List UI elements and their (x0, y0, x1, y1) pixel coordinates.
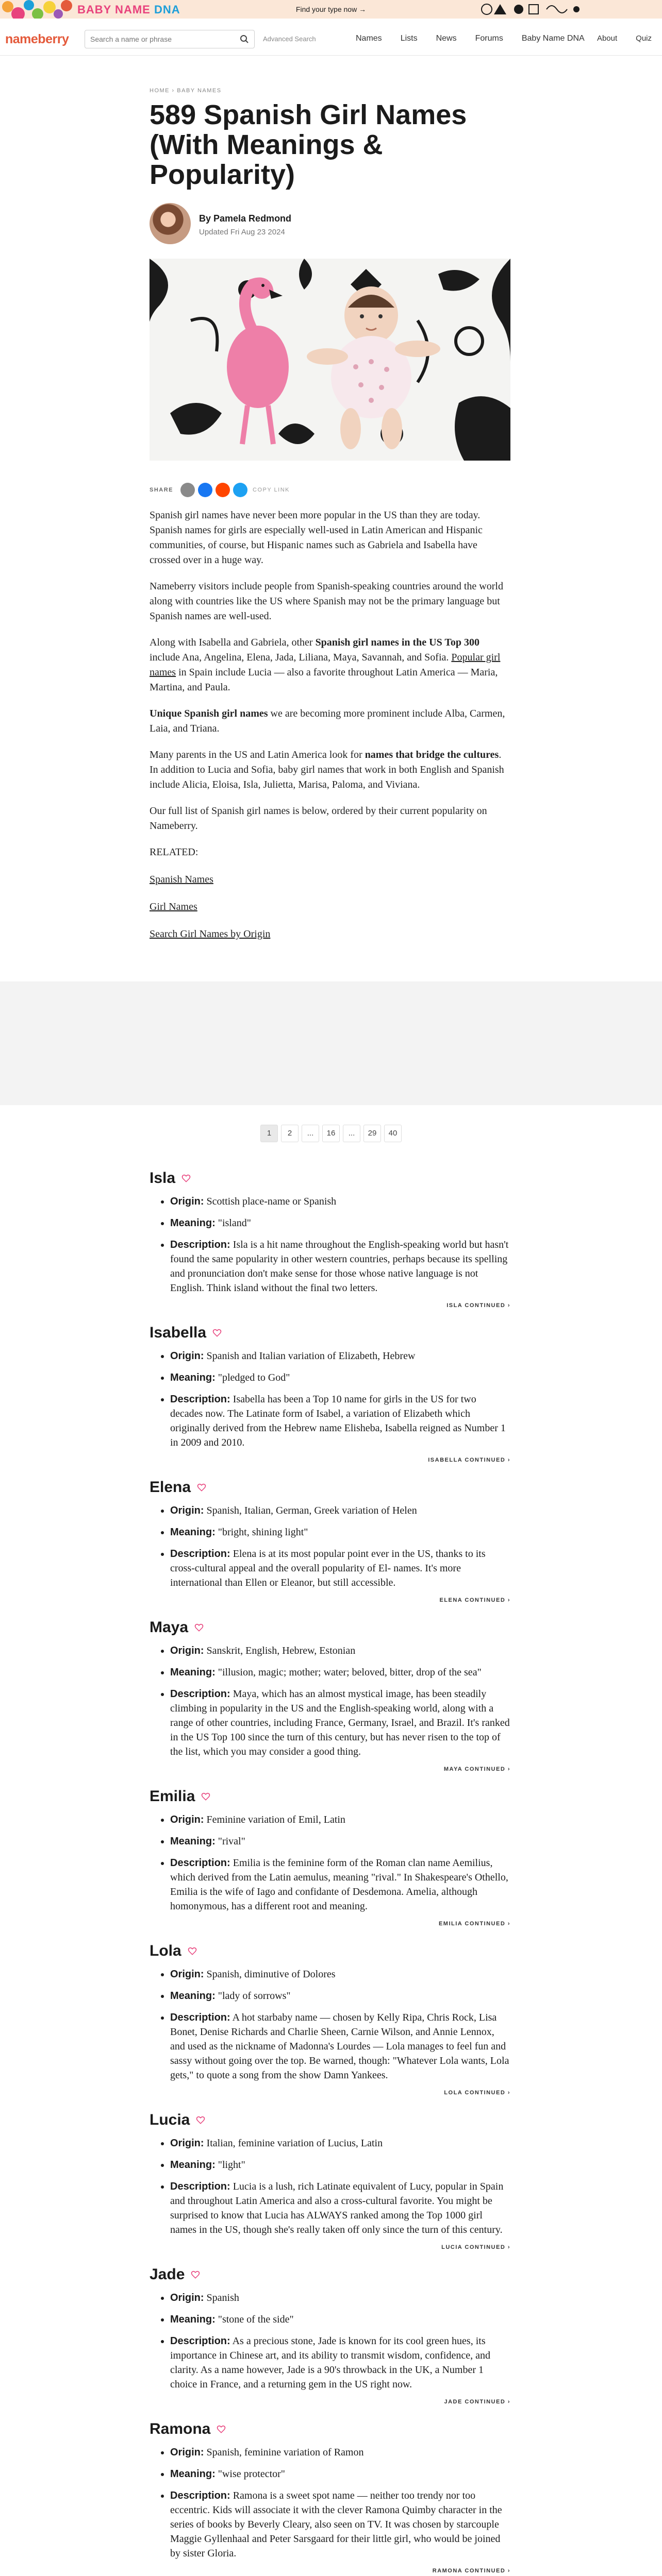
site-header (0, 23, 662, 56)
twitter-share-icon[interactable] (233, 483, 247, 497)
nav-item-quiz[interactable]: Quiz (636, 34, 652, 43)
name-title-link[interactable]: Lucia (150, 2111, 190, 2128)
related-link-search-by-origin[interactable]: Search Girl Names by Origin (150, 928, 271, 940)
origin-item: • Origin: Spanish (170, 2291, 510, 2305)
description-value: Isabella has been a Top 10 name for girls in the US for two decades now. The Latinate form of Isabel, a variation of Elizabeth which originally derived from the Hebrew name Elisheba, Isabella reigned as Number 1 in 2009 and 2010. (170, 1394, 506, 1448)
name-header (150, 1788, 510, 1805)
page-40[interactable]: 40 (384, 1125, 402, 1142)
updated-date: Updated Fri Aug 23 2024 (199, 228, 285, 236)
reddit-share-icon[interactable] (216, 483, 230, 497)
search-box (85, 30, 255, 48)
copy-link-button[interactable]: COPY LINK (253, 487, 290, 493)
name-details (170, 2445, 510, 2561)
search-input[interactable] (90, 33, 229, 45)
meaning-value: "pledged to God" (218, 1372, 290, 1383)
name-header (150, 1479, 510, 1496)
name-title-link[interactable]: Maya (150, 1619, 189, 1636)
description-value: As a precious stone, Jade is known for its cool green hues, its importance in Chinese art, and its ability to transmit wisdom, confidence, and clarity. As a name however, Jade is a 90's throwback in the UK, a Number 1 choice in France, and a returning gem in the US right now. (170, 2335, 490, 2390)
search-icon[interactable] (240, 35, 249, 44)
name-entry (150, 1788, 510, 1927)
meaning-item: • Meaning: "light" (170, 2158, 510, 2172)
page-16[interactable]: 16 (322, 1125, 340, 1142)
description-value: Lucia is a lush, rich Latinate equivalent of Lucy, popular in Spain and throughout Latin America and also a cross-cultural favorite. You might be surprised to know that Lucia has ALWAYS ranked among the Top 1000 girl names in the US, though she's really taken off only since the turn of this century. (170, 2181, 504, 2235)
names-list (150, 1170, 510, 2576)
meaning-item: • Meaning: "rival" (170, 1834, 510, 1849)
name-entry (150, 1942, 510, 2096)
origin-item: • Origin: Spanish and Italian variation of Elizabeth, Hebrew (170, 1349, 510, 1363)
name-entry (150, 2266, 510, 2405)
description-value: Emilia is the feminine form of the Roman clan name Aemilius, which derived from the Latin aemulus, meaning "rival." In Shakespeare's Othello, Emilia is the wife of Iago and confidante of Desdemona. Amelia, although homonymous, has a different root and meaning. (170, 1857, 508, 1912)
promo-cta-link[interactable]: Find your type now → (295, 5, 367, 13)
page-title: 589 Spanish Girl Names (With Meanings & Popularity) (150, 99, 467, 190)
popular-girl-names-link[interactable]: Popular girl names (150, 652, 501, 678)
related-link-spanish-names[interactable]: Spanish Names (150, 874, 213, 885)
description-value: Maya, which has an almost mystical image, has been steadily climbing in popularity in the US and the English-speaking world, along with a range of other countries, including France, Germany, Israel, and Brazil. It's ranked in the US Top 100 since the turn of this century, but has never risen to the top of the list, which you may consider a good thing. (170, 1688, 510, 1757)
related-links (150, 845, 510, 942)
name-title-link[interactable]: Lola (150, 1942, 181, 1959)
related-label: RELATED: (150, 846, 198, 858)
advanced-search-link[interactable]: Advanced Search (263, 35, 316, 43)
name-details (170, 1812, 510, 1913)
origin-item: • Origin: Feminine variation of Emil, Latin (170, 1812, 510, 1827)
bridge-cultures-paragraph: Many parents in the US and Latin America look for names that bridge the cultures. In addition to Lucia and Sofia, baby girl names that work in both English and Spanish include Alicia, Eloisa, Isla, Julietta, Marisa, Paloma, and Viviana. (150, 749, 504, 790)
meaning-item: • Meaning: "pledged to God" (170, 1370, 510, 1385)
meaning-value: "wise protector" (218, 2468, 285, 2480)
meaning-value: "stone of the side" (218, 2314, 294, 2325)
heart-icon[interactable] (191, 2270, 200, 2279)
origin-value: Spanish (206, 2292, 239, 2303)
heart-icon[interactable] (212, 1328, 222, 1337)
author-name[interactable]: By Pamela Redmond (199, 213, 292, 224)
share-label: SHARE (150, 487, 174, 493)
meaning-item: • Meaning: "bright, shining light" (170, 1525, 510, 1539)
meaning-value: "bright, shining light" (218, 1527, 308, 1538)
meaning-item: • Meaning: "island" (170, 1216, 510, 1230)
description-item: • Description: Lucia is a lush, rich Latinate equivalent of Lucy, popular in Spain and throughout Latin America and also a cross-cultural favorite. You might be surprised to know that Lucia has ALWAYS ranked among the Top 1000 girl names in the US, though she's really taken off only since the turn of this century. (170, 2179, 510, 2237)
page-29[interactable]: 29 (363, 1125, 381, 1142)
name-entry (150, 1170, 510, 1309)
continued-link[interactable]: ISABELLA CONTINUED › (428, 1457, 510, 1463)
name-title-link[interactable]: Emilia (150, 1788, 195, 1805)
email-share-icon[interactable] (180, 483, 195, 497)
continued-link[interactable]: LUCIA CONTINUED › (441, 2244, 510, 2250)
meaning-value: "lady of sorrows" (218, 1990, 291, 2002)
name-title-link[interactable]: Isla (150, 1170, 176, 1187)
header-secondary-links (597, 34, 652, 43)
name-details (170, 1194, 510, 1295)
heart-icon[interactable] (197, 1483, 206, 1492)
name-entry (150, 2420, 510, 2574)
description-item: • Description: A hot starbaby name — chosen by Kelly Ripa, Chris Rock, Lisa Bonet, Denise Richards and Charlie Sheen, Carnie Wilson, and Annie Lennox, and used as the nickname of Madonna's Lourdes — Lola manages to feel fun and sassy without going over the top. Be warned, though: "Whatever Lola wants, Lola gets," to quote a song from the show Damn Yankees. (170, 2010, 510, 2082)
name-title-link[interactable]: Jade (150, 2266, 185, 2283)
name-details (170, 1967, 510, 2082)
article-body (150, 508, 510, 942)
page-1[interactable]: 1 (260, 1125, 278, 1142)
share-bar (150, 481, 510, 499)
origin-value: Scottish place-name or Spanish (206, 1196, 337, 1207)
name-title-link[interactable]: Ramona (150, 2420, 211, 2437)
byline (150, 203, 510, 244)
top-names-paragraph: Along with Isabella and Gabriela, other Spanish girl names in the US Top 300 include Ana, Angelina, Elena, Jada, Liliana, Maya, Savannah, and Sofia. Popular girl names in Spain include Lucia — also a favorite throughout Latin America — Maria, Martina, and Paula. (150, 637, 501, 693)
origin-value: Italian, feminine variation of Lucius, Latin (206, 2138, 383, 2149)
description-value: A hot starbaby name — chosen by Kelly Ripa, Chris Rock, Lisa Bonet, Denise Richards and Charlie Sheen, Carnie Wilson, and Annie Lennox, and used as the nickname of Madonna's Lourdes — Lola manages to feel fun and sassy without going over the top. Be warned, though: "Whatever Lola wants, Lola gets," to quote a song from the show Damn Yankees. (170, 2012, 509, 2081)
name-entry (150, 1324, 510, 1463)
page-ellipsis: ... (302, 1125, 319, 1142)
description-item: • Description: Emilia is the feminine form of the Roman clan name Aemilius, which derived from the Latin aemulus, meaning "rival." In Shakespeare's Othello, Emilia is the wife of Iago and confidante of Desdemona. Amelia, although homonymous, has a different root and meaning. (170, 1856, 510, 1913)
heart-icon[interactable] (194, 1623, 204, 1632)
origin-item: • Origin: Italian, feminine variation of Lucius, Latin (170, 2136, 510, 2150)
origin-item: • Origin: Scottish place-name or Spanish (170, 1194, 510, 1209)
description-item: • Description: Isla is a hit name throughout the English-speaking world but hasn't found the same popularity in other western countries, perhaps because its spelling and pronunciation don't make sense for those whose native language is not English. Think island without the final two letters. (170, 1238, 510, 1295)
related-link-girl-names[interactable]: Girl Names (150, 901, 197, 912)
name-header (150, 2266, 510, 2283)
origin-value: Spanish and Italian variation of Elizabeth, Hebrew (206, 1350, 416, 1362)
origin-value: Spanish, feminine variation of Ramon (206, 2447, 364, 2458)
nav-item-forums[interactable]: Forums (475, 34, 503, 43)
description-item: • Description: Maya, which has an almost mystical image, has been steadily climbing in popularity in the US and the English-speaking world, along with a range of other countries, including France, Germany, Israel, and Brazil. It's ranked in the US Top 100 since the turn of this century, but has never risen to the top of the list, which you may consider a good thing. (170, 1687, 510, 1759)
origin-item: • Origin: Spanish, Italian, German, Greek variation of Helen (170, 1503, 510, 1518)
meaning-value: "illusion, magic; mother; water; beloved, bitter, drop of the sea" (218, 1667, 482, 1678)
name-header (150, 2420, 510, 2438)
name-header (150, 2111, 510, 2129)
name-header (150, 1619, 510, 1636)
intro-paragraph: Spanish girl names have never been more popular in the US than they are today. Spanish names for girls are especially well-used in Latin American and Hispanic communities, of course, but Hispanic names such as Gabriela and Isabella have crossed over in a huge way. (150, 510, 483, 566)
promo-pattern-decoration (479, 2, 583, 16)
meaning-item: • Meaning: "illusion, magic; mother; water; beloved, bitter, drop of the sea" (170, 1665, 510, 1680)
page-2[interactable]: 2 (281, 1125, 299, 1142)
continued-link[interactable]: LOLA CONTINUED › (444, 2090, 510, 2096)
meaning-value: "light" (218, 2159, 245, 2171)
heart-icon[interactable] (181, 1174, 191, 1183)
site-logo[interactable]: nameberry (5, 32, 69, 46)
description-item: • Description: Isabella has been a Top 10 name for girls in the US for two decades now. The Latinate form of Isabel, a variation of Elizabeth which originally derived from the Hebrew name Elisheba, Isabella reigned as Number 1 in 2009 and 2010. (170, 1392, 510, 1450)
name-entry (150, 2111, 510, 2250)
name-entry (150, 1619, 510, 1772)
meaning-value: "rival" (218, 1836, 245, 1847)
continued-link[interactable]: RAMONA CONTINUED › (432, 2568, 510, 2574)
visitors-paragraph: Nameberry visitors include people from Spanish-speaking countries around the world along with countries like the US where Spanish may not be the primary language but Spanish names are well-used. (150, 581, 503, 622)
description-item: • Description: As a precious stone, Jade is known for its cool green hues, its importance in Chinese art, and its ability to transmit wisdom, confidence, and clarity. As a name however, Jade is a 90's throwback in the UK, a Number 1 choice in France, and a returning gem in the US right now. (170, 2334, 510, 2392)
author-avatar[interactable] (150, 203, 191, 244)
page-ellipsis: ... (343, 1125, 360, 1142)
origin-item: • Origin: Sanskrit, English, Hebrew, Estonian (170, 1643, 510, 1658)
name-details (170, 1643, 510, 1759)
pagination (0, 1125, 662, 1142)
full-list-paragraph: Our full list of Spanish girl names is below, ordered by their current popularity on Nameberry. (150, 805, 487, 832)
name-title-link[interactable]: Elena (150, 1479, 191, 1496)
promo-logo: BABY NAME DNA (77, 3, 180, 16)
heart-icon[interactable] (201, 1792, 210, 1801)
description-value: Isla is a hit name throughout the English-speaking world but hasn't found the same popularity in other western countries, perhaps because its spelling and pronunciation don't make sense for those whose native language is not English. Think island without the final two letters. (170, 1239, 509, 1294)
promo-banner[interactable] (0, 0, 662, 19)
name-header (150, 1170, 510, 1187)
nav-item-lists[interactable]: Lists (400, 34, 418, 43)
description-item: • Description: Elena is at its most popular point ever in the US, thanks to its cross-cultural appeal and the overall popularity of El- names. It's more international than Ellen or Eleanor, but still accessible. (170, 1547, 510, 1590)
name-details (170, 2136, 510, 2237)
origin-value: Spanish, Italian, German, Greek variation of Helen (206, 1505, 417, 1516)
continued-link[interactable]: ELENA CONTINUED › (439, 1597, 510, 1603)
name-title-link[interactable]: Isabella (150, 1324, 207, 1341)
origin-value: Spanish, diminutive of Dolores (206, 1969, 336, 1980)
hero-image (150, 259, 510, 461)
unique-names-paragraph: Unique Spanish girl names we are becoming more prominent include Alba, Carmen, Laia, and Triana. (150, 708, 505, 734)
meaning-value: "island" (218, 1217, 251, 1229)
continued-link[interactable]: EMILIA CONTINUED › (438, 1921, 510, 1927)
heart-icon[interactable] (196, 2115, 205, 2125)
nav-item-about[interactable]: About (597, 34, 618, 43)
name-details (170, 1503, 510, 1590)
hero-illustration (150, 259, 510, 461)
breadcrumb[interactable]: HOME › BABY NAMES (150, 88, 222, 94)
main-nav (356, 34, 585, 43)
origin-item: • Origin: Spanish, diminutive of Dolores (170, 1967, 510, 1981)
nav-item-baby-name-dna[interactable]: Baby Name DNA (521, 34, 585, 43)
origin-value: Feminine variation of Emil, Latin (206, 1814, 345, 1825)
name-entry (150, 1479, 510, 1603)
meaning-item: • Meaning: "wise protector" (170, 2467, 510, 2481)
nav-item-news[interactable]: News (436, 34, 457, 43)
heart-icon[interactable] (217, 2425, 226, 2434)
heart-icon[interactable] (188, 1946, 197, 1956)
continued-link[interactable]: ISLA CONTINUED › (446, 1302, 510, 1309)
meaning-item: • Meaning: "stone of the side" (170, 2312, 510, 2327)
description-value: Elena is at its most popular point ever in the US, thanks to its cross-cultural appeal and the overall popularity of El- names. It's more international than Ellen or Eleanor, but still accessible. (170, 1548, 486, 1588)
nav-item-names[interactable]: Names (356, 34, 382, 43)
name-details (170, 2291, 510, 2392)
facebook-share-icon[interactable] (198, 483, 212, 497)
ad-placeholder (0, 981, 662, 1105)
meaning-item: • Meaning: "lady of sorrows" (170, 1989, 510, 2003)
name-header (150, 1324, 510, 1342)
name-header (150, 1942, 510, 1960)
description-value: Ramona is a sweet spot name — neither too trendy nor too eccentric. Kids will associate it with the clever Ramona Quimby character in the series of books by Beverly Cleary, also seen on TV. It was chosen by starcouple Maggie Gyllenhaal and Peter Sarsgaard for their little girl, who would be joined by sister Gloria. (170, 2490, 502, 2559)
name-details (170, 1349, 510, 1450)
origin-item: • Origin: Spanish, feminine variation of Ramon (170, 2445, 510, 2460)
article (150, 88, 510, 954)
origin-value: Sanskrit, English, Hebrew, Estonian (206, 1645, 356, 1656)
description-item: • Description: Ramona is a sweet spot name — neither too trendy nor too eccentric. Kids will associate it with the clever Ramona Quimby character in the series of books by Beverly Cleary, also seen on TV. It was chosen by starcouple Maggie Gyllenhaal and Peter Sarsgaard for their little girl, who would be joined by sister Gloria. (170, 2488, 510, 2561)
continued-link[interactable]: MAYA CONTINUED › (443, 1766, 510, 1772)
continued-link[interactable]: JADE CONTINUED › (444, 2399, 510, 2405)
